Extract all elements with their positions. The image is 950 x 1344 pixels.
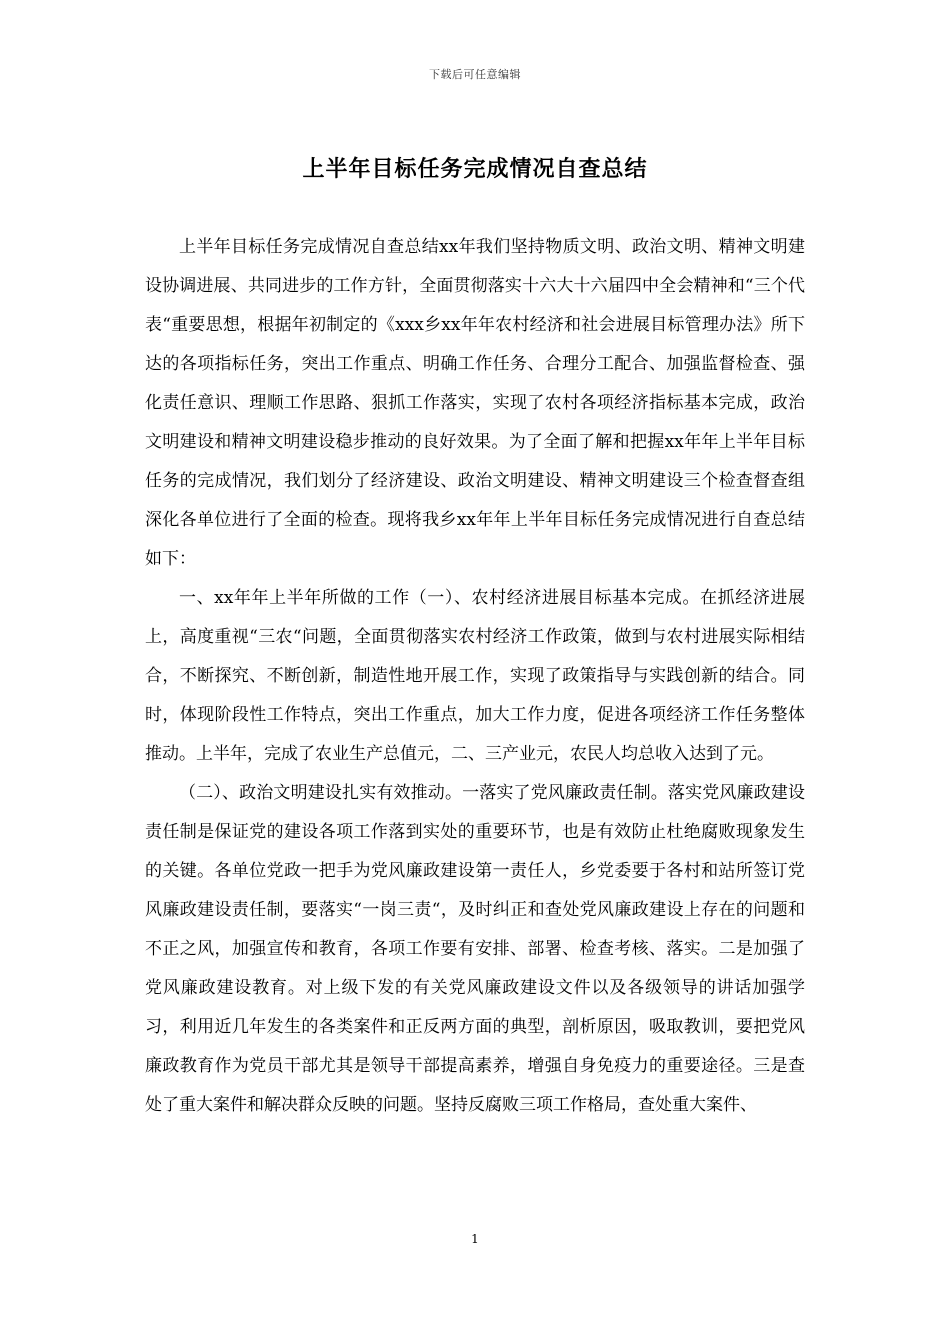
page-number: 1 bbox=[471, 1232, 479, 1246]
document-body bbox=[145, 228, 805, 1125]
paragraph-intro: 上半年目标任务完成情况自查总结xx年我们坚持物质文明、政治文明、精神文明建设协调进展、共同进步的工作方针，全面贯彻落实十六大十六届四中全会精神和“三个代表“重要思想，根据年初制定的《xxx乡xx年年农村经济和社会进展目标管理办法》所下达的各项指标任务，突出工作重点、明确工作任务、合理分工配合、加强监督检查、强化责任意识、理顺工作思路、狠抓工作落实，实现了农村各项经济指标基本完成，政治文明建设和精神文明建设稳步推动的良好效果。为了全面了解和把握xx年年上半年目标任务的完成情况，我们划分了经济建设、政治文明建设、精神文明建设三个检查督查组深化各单位进行了全面的检查。现将我乡xx年年上半年目标任务完成情况进行自查总结如下： bbox=[145, 237, 805, 569]
header-note: 下载后可任意编辑 bbox=[429, 68, 521, 81]
document-title: 上半年目标任务完成情况自查总结 bbox=[302, 157, 648, 182]
paragraph-economic-work: 一、xx年年上半年所做的工作（一）、农村经济进展目标基本完成。在抓经济进展上，高度重视“三农“问题，全面贯彻落实农村经济工作政策，做到与农村进展实际相结合，不断探究、不断创新，制造性地开展工作，实现了政策指导与实践创新的结合。同时，体现阶段性工作特点，突出工作重点，加大工作力度，促进各项经济工作任务整体推动。上半年，完成了农业生产总值元，二、三产业元，农民人均总收入达到了元。 bbox=[145, 588, 805, 764]
paragraph-political-civilization: （二）、政治文明建设扎实有效推动。一落实了党风廉政责任制。落实党风廉政建设责任制是保证党的建设各项工作落到实处的重要环节，也是有效防止杜绝腐败现象发生的关键。各单位党政一把手为党风廉政建设第一责任人，乡党委要于各村和站所签订党风廉政建设责任制，要落实“一岗三责“，及时纠正和查处党风廉政建设上存在的问题和不正之风，加强宣传和教育，各项工作要有安排、部署、检查考核、落实。二是加强了党风廉政建设教育。对上级下发的有关党风廉政建设文件以及各级领导的讲话加强学习，利用近几年发生的各类案件和正反两方面的典型，剖析原因，吸取教训，要把党风廉政教育作为党员干部尤其是领导干部提高素养，增强自身免疫力的重要途径。三是查处了重大案件和解决群众反映的问题。坚持反腐败三项工作格局，查处重大案件、 bbox=[145, 783, 805, 1115]
